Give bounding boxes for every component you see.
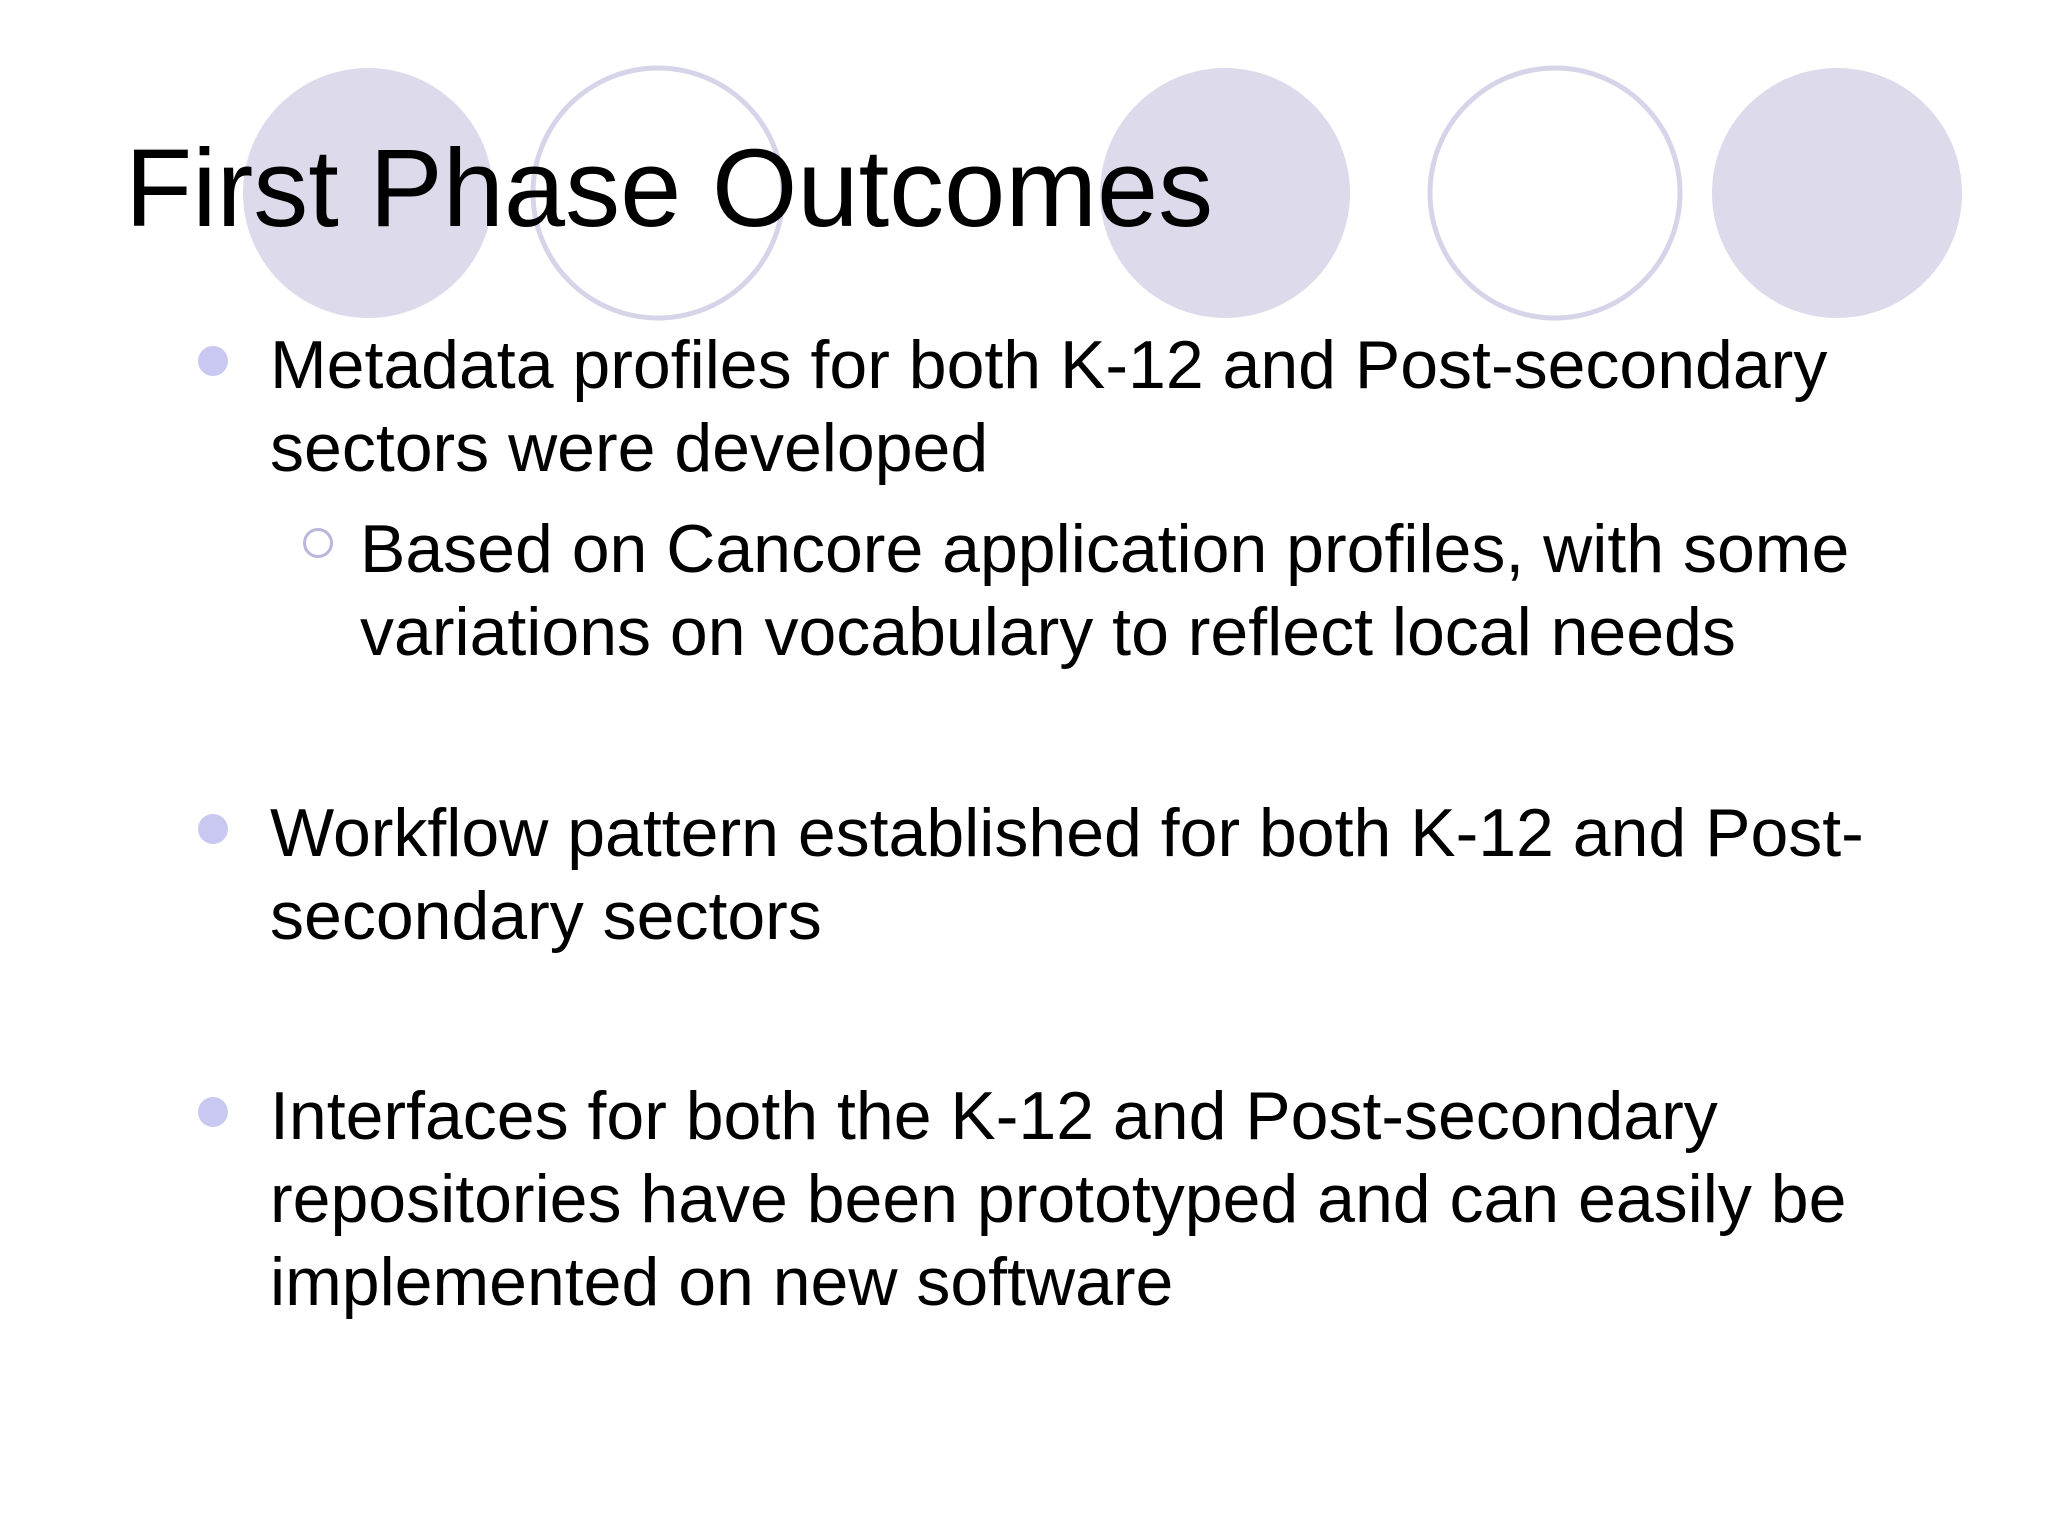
bullet-item-1 (270, 324, 1950, 490)
bullet-item-1-line-2: sectors were developed (270, 410, 989, 486)
sub-bullet-item-1 (360, 508, 1960, 674)
bullet-item-3 (270, 1075, 1950, 1324)
bullet-item-3-line-2: repositories have been prototyped and can easily be (270, 1161, 1847, 1237)
sub-bullet-item-1-line-1: Based on Cancore application profiles, with some (360, 511, 1850, 587)
sub-bullet-marker-1 (303, 528, 333, 558)
bullet-item-3-line-1: Interfaces for both the K-12 and Post-secondary (270, 1078, 1718, 1154)
bullet-item-2-line-2: secondary sectors (270, 878, 822, 954)
bullet-item-2 (270, 792, 1950, 958)
bullet-item-3-line-3: implemented on new software (270, 1244, 1174, 1320)
bullet-item-1-line-1: Metadata profiles for both K-12 and Post-secondary (270, 327, 1828, 403)
bullet-item-2-line-1: Workflow pattern established for both K-12 and Post- (270, 795, 1864, 871)
bullet-marker-3 (198, 1097, 228, 1127)
sub-bullet-item-1-line-2: variations on vocabulary to reflect local needs (360, 594, 1736, 670)
slide-title: First Phase Outcomes (125, 127, 1214, 250)
bullet-marker-1 (198, 346, 228, 376)
bullet-marker-2 (198, 814, 228, 844)
